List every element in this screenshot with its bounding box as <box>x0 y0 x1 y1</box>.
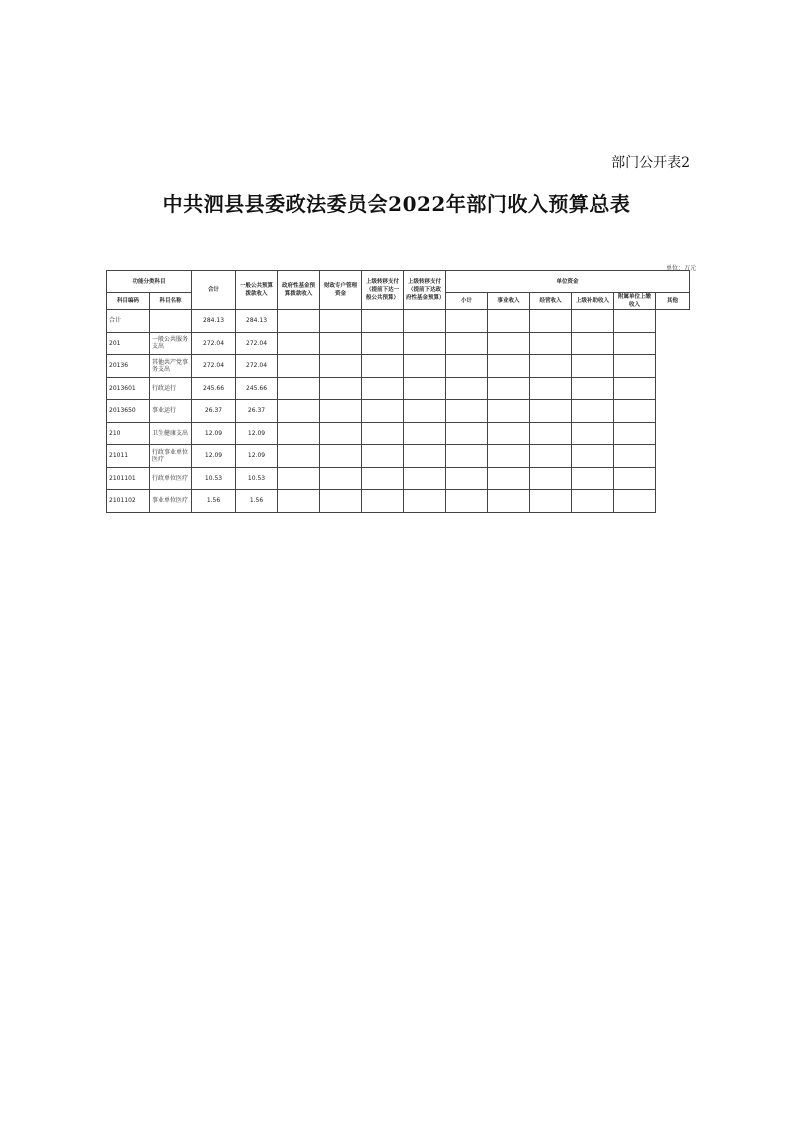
budget-table <box>106 270 690 513</box>
header-general-budget: 一般公共预算拨款收入 <box>236 271 278 310</box>
empty-cell <box>278 332 320 355</box>
empty-cell <box>614 355 656 378</box>
cell-total: 10.53 <box>192 467 236 490</box>
empty-cell <box>614 490 656 513</box>
header-upper-transfer-fund: 上级转移支付（提前下达政府性基金预算） <box>404 271 446 310</box>
cell-general-budget: 26.37 <box>236 400 278 423</box>
empty-cell <box>614 445 656 468</box>
header-subtotal: 小计 <box>446 293 488 310</box>
empty-cell <box>488 400 530 423</box>
cell-subject-code: 21011 <box>107 445 150 468</box>
cell-general-budget: 10.53 <box>236 467 278 490</box>
empty-cell <box>320 445 362 468</box>
empty-cell <box>488 422 530 445</box>
empty-cell <box>320 310 362 333</box>
empty-cell <box>572 310 614 333</box>
empty-cell <box>362 467 404 490</box>
cell-total: 245.66 <box>192 377 236 400</box>
empty-cell <box>278 490 320 513</box>
empty-cell <box>446 310 488 333</box>
empty-cell <box>446 467 488 490</box>
cell-general-budget: 1.56 <box>236 490 278 513</box>
cell-general-budget: 12.09 <box>236 445 278 468</box>
header-unit-funds: 单位资金 <box>446 271 690 293</box>
empty-cell <box>278 400 320 423</box>
empty-cell <box>362 355 404 378</box>
cell-total: 272.04 <box>192 332 236 355</box>
empty-cell <box>530 377 572 400</box>
empty-cell <box>404 445 446 468</box>
cell-general-budget: 245.66 <box>236 377 278 400</box>
empty-cell <box>320 400 362 423</box>
cell-total: 12.09 <box>192 445 236 468</box>
empty-cell <box>404 400 446 423</box>
empty-cell <box>404 310 446 333</box>
cell-subject-code: 20136 <box>107 355 150 378</box>
empty-cell <box>488 310 530 333</box>
cell-subject-code: 2013601 <box>107 377 150 400</box>
header-other: 其他 <box>656 293 690 310</box>
empty-cell <box>488 467 530 490</box>
empty-cell <box>572 332 614 355</box>
cell-general-budget: 272.04 <box>236 355 278 378</box>
empty-cell <box>320 355 362 378</box>
empty-cell <box>572 377 614 400</box>
empty-cell <box>446 490 488 513</box>
empty-cell <box>572 467 614 490</box>
empty-cell <box>530 422 572 445</box>
empty-cell <box>446 332 488 355</box>
empty-cell <box>614 400 656 423</box>
header-subject-code: 科目编码 <box>107 293 150 310</box>
cell-subject-name: 行政运行 <box>150 377 192 400</box>
empty-cell <box>404 422 446 445</box>
empty-cell <box>572 445 614 468</box>
empty-cell <box>320 490 362 513</box>
page-title: 中共泗县县委政法委员会2022年部门收入预算总表 <box>162 192 631 216</box>
table-row <box>107 332 690 355</box>
table-label: 部门公开表2 <box>611 155 690 171</box>
cell-total: 26.37 <box>192 400 236 423</box>
empty-cell <box>572 355 614 378</box>
empty-cell <box>278 422 320 445</box>
cell-total: 12.09 <box>192 422 236 445</box>
empty-cell <box>362 332 404 355</box>
empty-cell <box>530 490 572 513</box>
empty-cell <box>614 377 656 400</box>
cell-subject-name: 行政单位医疗 <box>150 467 192 490</box>
cell-subject-code: 2013650 <box>107 400 150 423</box>
unit-label: 单位：万元 <box>665 265 696 272</box>
cell-subject-name <box>150 310 192 333</box>
empty-cell <box>488 377 530 400</box>
empty-cell <box>362 490 404 513</box>
table-row <box>107 445 690 468</box>
empty-cell <box>404 467 446 490</box>
table-row <box>107 400 690 423</box>
cell-total: 272.04 <box>192 355 236 378</box>
empty-cell <box>278 355 320 378</box>
empty-cell <box>446 422 488 445</box>
empty-cell <box>362 377 404 400</box>
header-upper-transfer-general: 上级转移支付（提前下达一般公共预算） <box>362 271 404 310</box>
table-row <box>107 422 690 445</box>
empty-cell <box>278 377 320 400</box>
empty-cell <box>530 355 572 378</box>
header-special-fund: 财政专户管理资金 <box>320 271 362 310</box>
empty-cell <box>362 422 404 445</box>
empty-cell <box>446 355 488 378</box>
cell-subject-name: 卫生健康支出 <box>150 422 192 445</box>
cell-total: 284.13 <box>192 310 236 333</box>
empty-cell <box>320 467 362 490</box>
header-gov-fund: 政府性基金预算拨款收入 <box>278 271 320 310</box>
empty-cell <box>530 400 572 423</box>
empty-cell <box>320 332 362 355</box>
empty-cell <box>362 400 404 423</box>
empty-cell <box>446 445 488 468</box>
table-row <box>107 490 690 513</box>
empty-cell <box>362 445 404 468</box>
empty-cell <box>572 490 614 513</box>
cell-general-budget: 272.04 <box>236 332 278 355</box>
cell-total: 1.56 <box>192 490 236 513</box>
header-func-category: 功能分类科目 <box>107 271 192 293</box>
header-affiliated-income: 附属单位上缴收入 <box>614 293 656 310</box>
cell-subject-name: 行政事业单位医疗 <box>150 445 192 468</box>
empty-cell <box>530 332 572 355</box>
empty-cell <box>278 467 320 490</box>
cell-subject-code: 2101102 <box>107 490 150 513</box>
empty-cell <box>404 490 446 513</box>
header-total: 合计 <box>192 271 236 310</box>
empty-cell <box>278 445 320 468</box>
cell-subject-name: 事业单位医疗 <box>150 490 192 513</box>
empty-cell <box>404 355 446 378</box>
empty-cell <box>530 445 572 468</box>
cell-subject-code: 2101101 <box>107 467 150 490</box>
header-business-income: 事业收入 <box>488 293 530 310</box>
header-upper-subsidy: 上级补助收入 <box>572 293 614 310</box>
empty-cell <box>614 332 656 355</box>
cell-subject-code: 201 <box>107 332 150 355</box>
empty-cell <box>320 422 362 445</box>
empty-cell <box>446 400 488 423</box>
cell-general-budget: 284.13 <box>236 310 278 333</box>
empty-cell <box>614 467 656 490</box>
empty-cell <box>572 422 614 445</box>
table-row <box>107 377 690 400</box>
empty-cell <box>320 377 362 400</box>
empty-cell <box>488 445 530 468</box>
empty-cell <box>446 377 488 400</box>
table-row <box>107 355 690 378</box>
cell-subject-code: 合计 <box>107 310 150 333</box>
empty-cell <box>404 332 446 355</box>
cell-subject-name: 事业运行 <box>150 400 192 423</box>
empty-cell <box>488 490 530 513</box>
empty-cell <box>488 355 530 378</box>
cell-subject-code: 210 <box>107 422 150 445</box>
cell-general-budget: 12.09 <box>236 422 278 445</box>
empty-cell <box>530 467 572 490</box>
cell-subject-name: 其他共产党事务支出 <box>150 355 192 378</box>
empty-cell <box>614 422 656 445</box>
empty-cell <box>362 310 404 333</box>
empty-cell <box>404 377 446 400</box>
header-subject-name: 科目名称 <box>150 293 192 310</box>
empty-cell <box>530 310 572 333</box>
cell-subject-name: 一般公共服务支出 <box>150 332 192 355</box>
table-row <box>107 467 690 490</box>
empty-cell <box>278 310 320 333</box>
empty-cell <box>572 400 614 423</box>
empty-cell <box>488 332 530 355</box>
table-row <box>107 310 690 333</box>
header-operating-income: 经营收入 <box>530 293 572 310</box>
empty-cell <box>614 310 656 333</box>
